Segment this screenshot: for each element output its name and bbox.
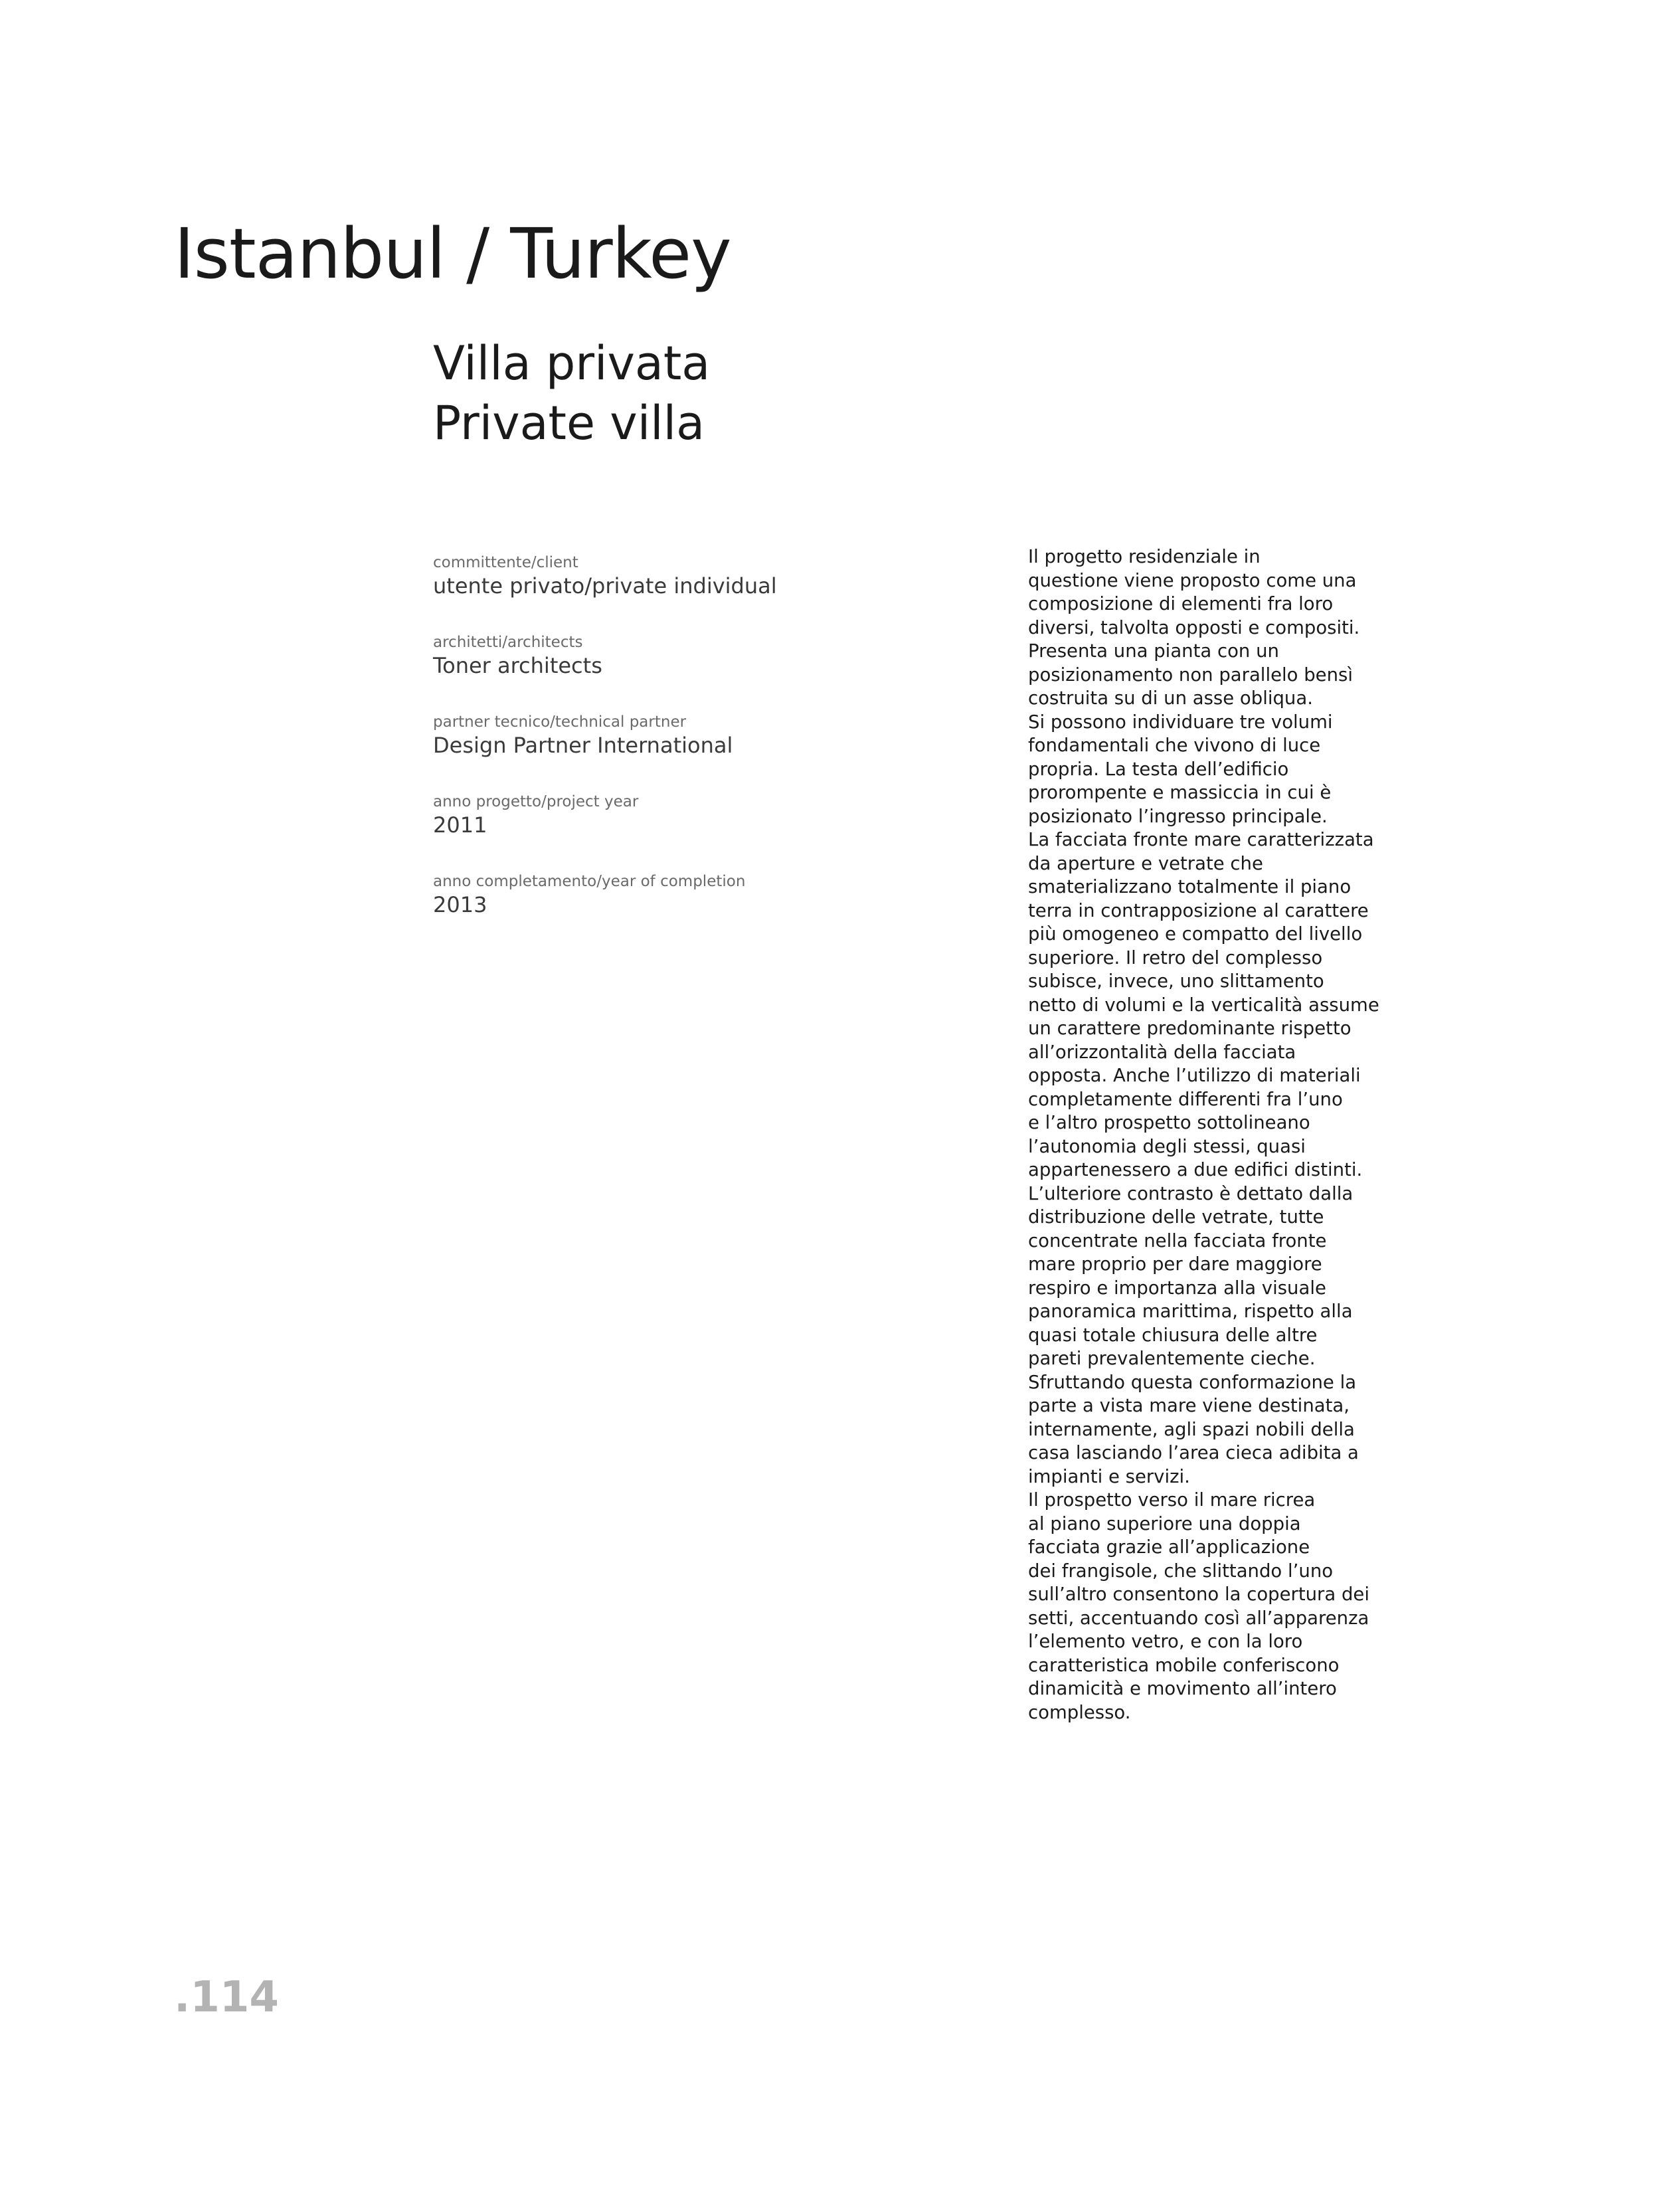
- description-line: propria. La testa dell’edificio: [1028, 758, 1289, 780]
- page-number: .114: [174, 1973, 279, 2022]
- description-line: quasi totale chiusura delle altre: [1028, 1324, 1318, 1346]
- description-line: da aperture e vetrate che: [1028, 852, 1263, 874]
- description-line: completamente differenti fra l’uno: [1028, 1088, 1343, 1110]
- description-line: dinamicità e movimento all’intero: [1028, 1678, 1337, 1699]
- project-title-english: Private villa: [433, 396, 705, 450]
- description-line: e l’altro prospetto sottolineano: [1028, 1112, 1310, 1133]
- description-line: l’elemento vetro, e con la loro: [1028, 1631, 1303, 1652]
- description-line: respiro e importanza alla visuale: [1028, 1277, 1326, 1299]
- description-line: subisce, invece, uno slittamento: [1028, 970, 1324, 992]
- detail-label: partner tecnico/technical partner: [433, 713, 687, 731]
- description-line: al piano superiore una doppia: [1028, 1513, 1301, 1534]
- description-line: La facciata fronte mare caratterizzata: [1028, 829, 1374, 850]
- description-line: concentrate nella facciata fronte: [1028, 1230, 1327, 1251]
- detail-label: architetti/architects: [433, 634, 583, 651]
- description-line: diversi, talvolta opposti e compositi.: [1028, 616, 1360, 638]
- description-line: costruita su di un asse obliqua.: [1028, 688, 1313, 709]
- description-line: terra in contrapposizione al carattere: [1028, 899, 1369, 921]
- detail-value: utente privato/private individual: [433, 573, 777, 599]
- detail-label: committente/client: [433, 554, 578, 571]
- description-line: superiore. Il retro del complesso: [1028, 947, 1323, 968]
- description-line: appartenessero a due edifici distinti.: [1028, 1159, 1363, 1180]
- description-line: dei frangisole, che slittando l’uno: [1028, 1560, 1334, 1582]
- description-line: Il progetto residenziale in: [1028, 546, 1261, 567]
- description-line: setti, accentuando così all’apparenza: [1028, 1607, 1369, 1629]
- description-line: netto di volumi e la verticalità assume: [1028, 994, 1379, 1016]
- description-line: fondamentali che vivono di luce: [1028, 735, 1321, 756]
- description-line: L’ulteriore contrasto è dettato dalla: [1028, 1182, 1353, 1204]
- description-line: parte a vista mare viene destinata,: [1028, 1395, 1350, 1416]
- detail-project-year: [433, 792, 898, 872]
- project-title-italian: Villa privata: [433, 336, 711, 391]
- detail-completion-year: [433, 872, 898, 951]
- detail-value: Design Partner International: [433, 733, 733, 758]
- detail-technical-partner: [433, 712, 898, 792]
- description-line: questione viene proposto come una: [1028, 569, 1357, 591]
- description-line: impianti e servizi.: [1028, 1465, 1190, 1487]
- description-line: sull’altro consentono la copertura dei: [1028, 1584, 1369, 1605]
- description-line: posizionato l’ingresso principale.: [1028, 805, 1328, 827]
- description-line: l’autonomia degli stessi, quasi: [1028, 1135, 1306, 1157]
- project-title: [433, 333, 710, 453]
- description-line: internamente, agli spazi nobili della: [1028, 1418, 1355, 1440]
- detail-value: Toner architects: [433, 653, 602, 678]
- description-line: Sfruttando questa conformazione la: [1028, 1371, 1357, 1393]
- description-line: prorompente e massiccia in cui è: [1028, 782, 1332, 803]
- description-line: un carattere predominante rispetto: [1028, 1018, 1352, 1039]
- description-line: all’orizzontalità della facciata: [1028, 1041, 1296, 1063]
- description-line: Presenta una pianta con un: [1028, 640, 1279, 662]
- description-line: panoramica marittima, rispetto alla: [1028, 1301, 1353, 1322]
- detail-label: anno progetto/project year: [433, 793, 639, 810]
- description-line: Il prospetto verso il mare ricrea: [1028, 1489, 1316, 1511]
- detail-value: 2011: [433, 812, 487, 838]
- description-line: mare proprio per dare maggiore: [1028, 1253, 1322, 1275]
- page-title: Istanbul / Turkey: [174, 213, 731, 294]
- description-line: composizione di elementi fra loro: [1028, 593, 1334, 614]
- description-line: facciata grazie all’applicazione: [1028, 1536, 1310, 1558]
- description-line: pareti prevalentemente cieche.: [1028, 1348, 1316, 1369]
- detail-label: anno completamento/year of completion: [433, 873, 746, 890]
- description-line: posizionamento non parallelo bensì: [1028, 664, 1353, 686]
- detail-architects: [433, 632, 898, 712]
- description-line: più omogeneo e compatto del livello: [1028, 923, 1363, 945]
- description-line: Si possono individuare tre volumi: [1028, 711, 1333, 733]
- description-line: complesso.: [1028, 1701, 1131, 1723]
- description-line: casa lasciando l’area cieca adibita a: [1028, 1442, 1359, 1463]
- project-details: [433, 553, 898, 951]
- description-line: opposta. Anche l’utilizzo di materiali: [1028, 1065, 1361, 1086]
- project-description: [1028, 545, 1400, 1724]
- description-line: caratteristica mobile conferiscono: [1028, 1654, 1340, 1676]
- description-line: smaterializzano totalmente il piano: [1028, 876, 1352, 897]
- detail-client: [433, 553, 898, 632]
- detail-value: 2013: [433, 892, 487, 917]
- description-line: distribuzione delle vetrate, tutte: [1028, 1206, 1324, 1228]
